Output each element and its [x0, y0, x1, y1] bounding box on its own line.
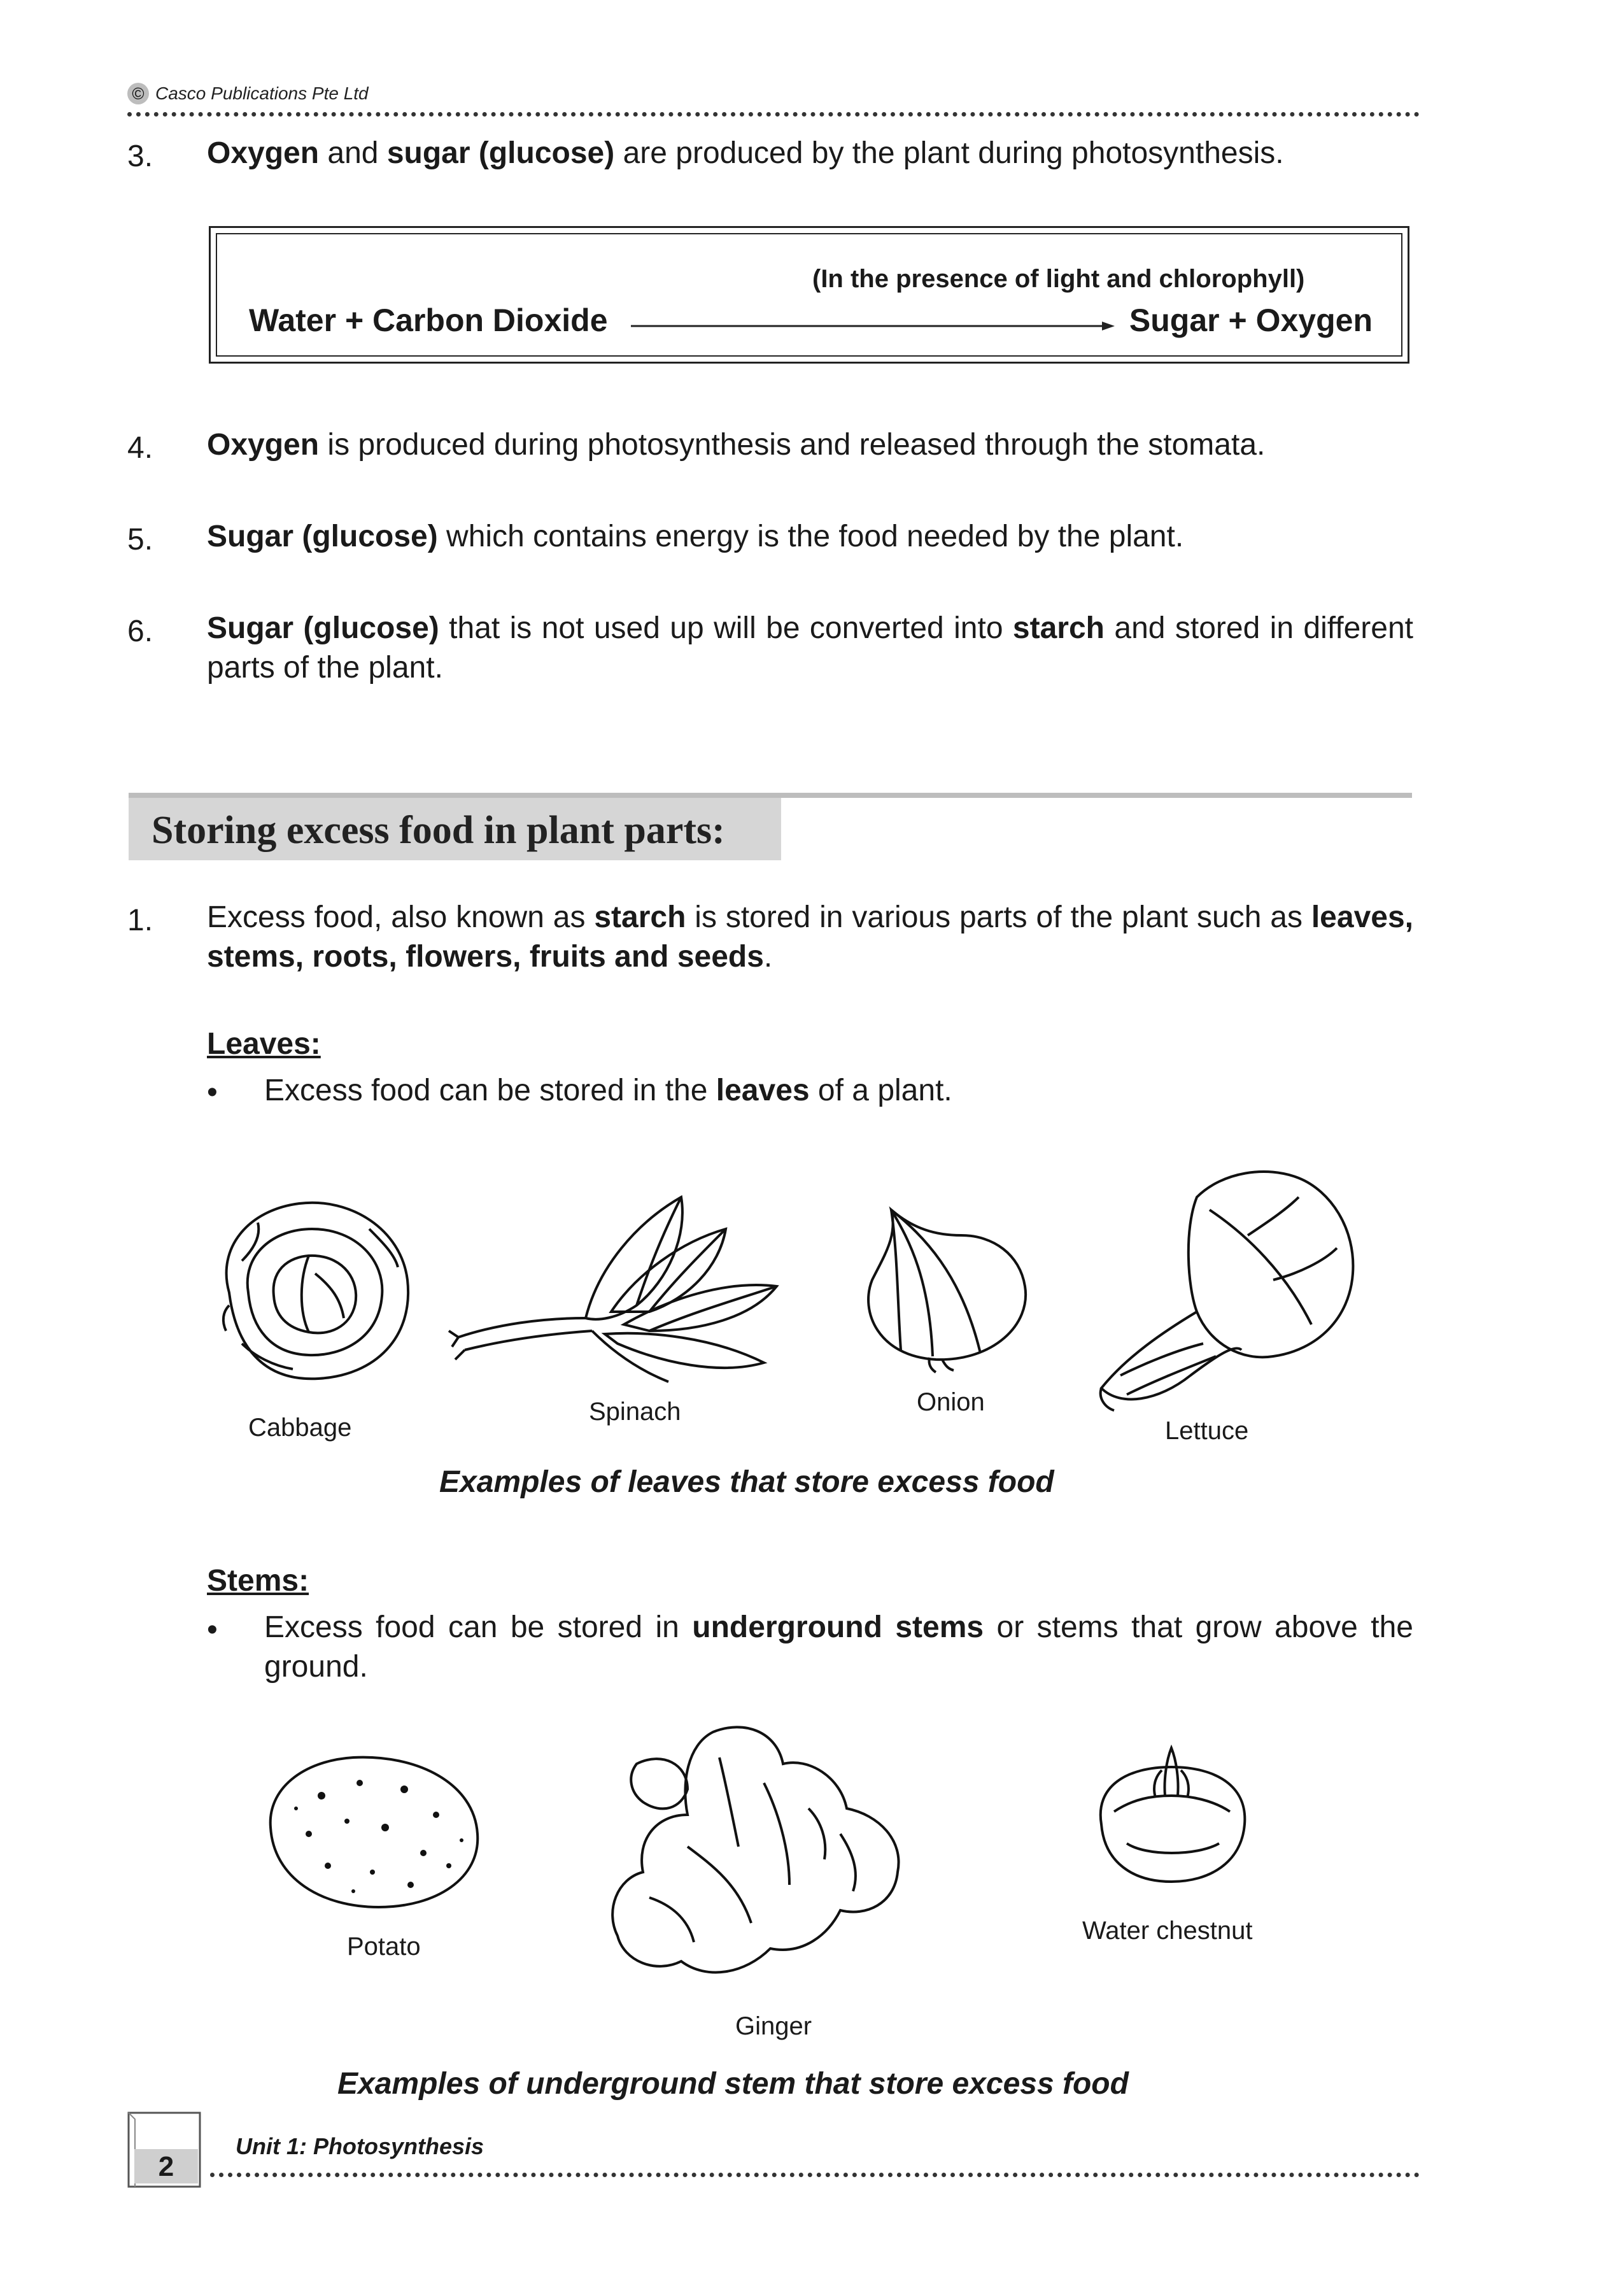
- point-3-text: Oxygen and sugar (glucose) are produced by the plant during photosynthesis.: [207, 136, 1284, 170]
- equation-reactants: Water + Carbon Dioxide: [249, 302, 608, 338]
- leaves-bullet-text: Excess food can be stored in the leaves of a plant.: [264, 1074, 952, 1107]
- arrow-right-icon: [631, 320, 1115, 332]
- potato-illustration: [258, 1745, 487, 1917]
- point-4-text: Oxygen is produced during photosynthesis and released through the stomata.: [207, 428, 1266, 462]
- section-rule: [129, 793, 1412, 798]
- ginger-label: Ginger: [735, 2012, 812, 2040]
- stems-caption: Examples of underground stem that store excess food: [337, 2067, 1129, 2101]
- unit-title: Unit 1: Photosynthesis: [236, 2133, 484, 2159]
- point-6-text: Sugar (glucose) that is not used up will be converted into starch and stored in different parts of the plant.: [207, 611, 1414, 685]
- leaves-heading: Leaves:: [207, 1027, 321, 1061]
- point-number: 6.: [127, 614, 153, 648]
- copyright-icon: ©: [127, 83, 149, 104]
- point-number: 1.: [127, 904, 153, 937]
- equation-products: Sugar + Oxygen: [1129, 302, 1373, 338]
- equation-condition: (In the presence of light and chlorophyll): [812, 265, 1305, 293]
- onion-illustration: [853, 1197, 1044, 1375]
- point-number: 3.: [127, 139, 153, 173]
- equation-box: [209, 226, 1409, 364]
- point-number: 4.: [127, 431, 153, 465]
- publisher-name: Casco Publications Pte Ltd: [155, 83, 369, 103]
- spinach-label: Spinach: [589, 1398, 681, 1426]
- section-title: Storing excess food in plant parts:: [152, 809, 725, 852]
- onion-label: Onion: [917, 1388, 985, 1416]
- potato-label: Potato: [347, 1933, 421, 1961]
- storage-point-text: Excess food, also known as starch is stored in various parts of the plant such as leaves, stems, roots, flowers, fruits and seeds.: [207, 900, 1413, 974]
- publisher-credit: [127, 83, 369, 104]
- lettuce-illustration: [1082, 1159, 1381, 1420]
- cabbage-illustration: [204, 1184, 427, 1395]
- bullet: •: [207, 1613, 218, 1647]
- leaves-caption: Examples of leaves that store excess food: [439, 1465, 1054, 1499]
- cabbage-label: Cabbage: [248, 1414, 352, 1442]
- section-heading: [129, 798, 781, 860]
- point-number: 5.: [127, 523, 153, 557]
- page-number: 2: [134, 2149, 198, 2183]
- lettuce-label: Lettuce: [1165, 1417, 1249, 1445]
- ginger-illustration: [598, 1719, 936, 1987]
- water-chestnut-label: Water chestnut: [1082, 1917, 1253, 1945]
- point-5-text: Sugar (glucose) which contains energy is the food needed by the plant.: [207, 520, 1184, 553]
- spinach-illustration: [446, 1172, 815, 1401]
- header-dotted-rule: [127, 112, 1420, 117]
- stems-bullet-text: Excess food can be stored in underground stems or stems that grow above the ground.: [264, 1610, 1413, 1684]
- footer-dotted-rule: [210, 2173, 1420, 2177]
- bullet: •: [207, 1076, 218, 1109]
- water-chestnut-illustration: [1082, 1742, 1260, 1894]
- stems-heading: Stems:: [207, 1564, 309, 1598]
